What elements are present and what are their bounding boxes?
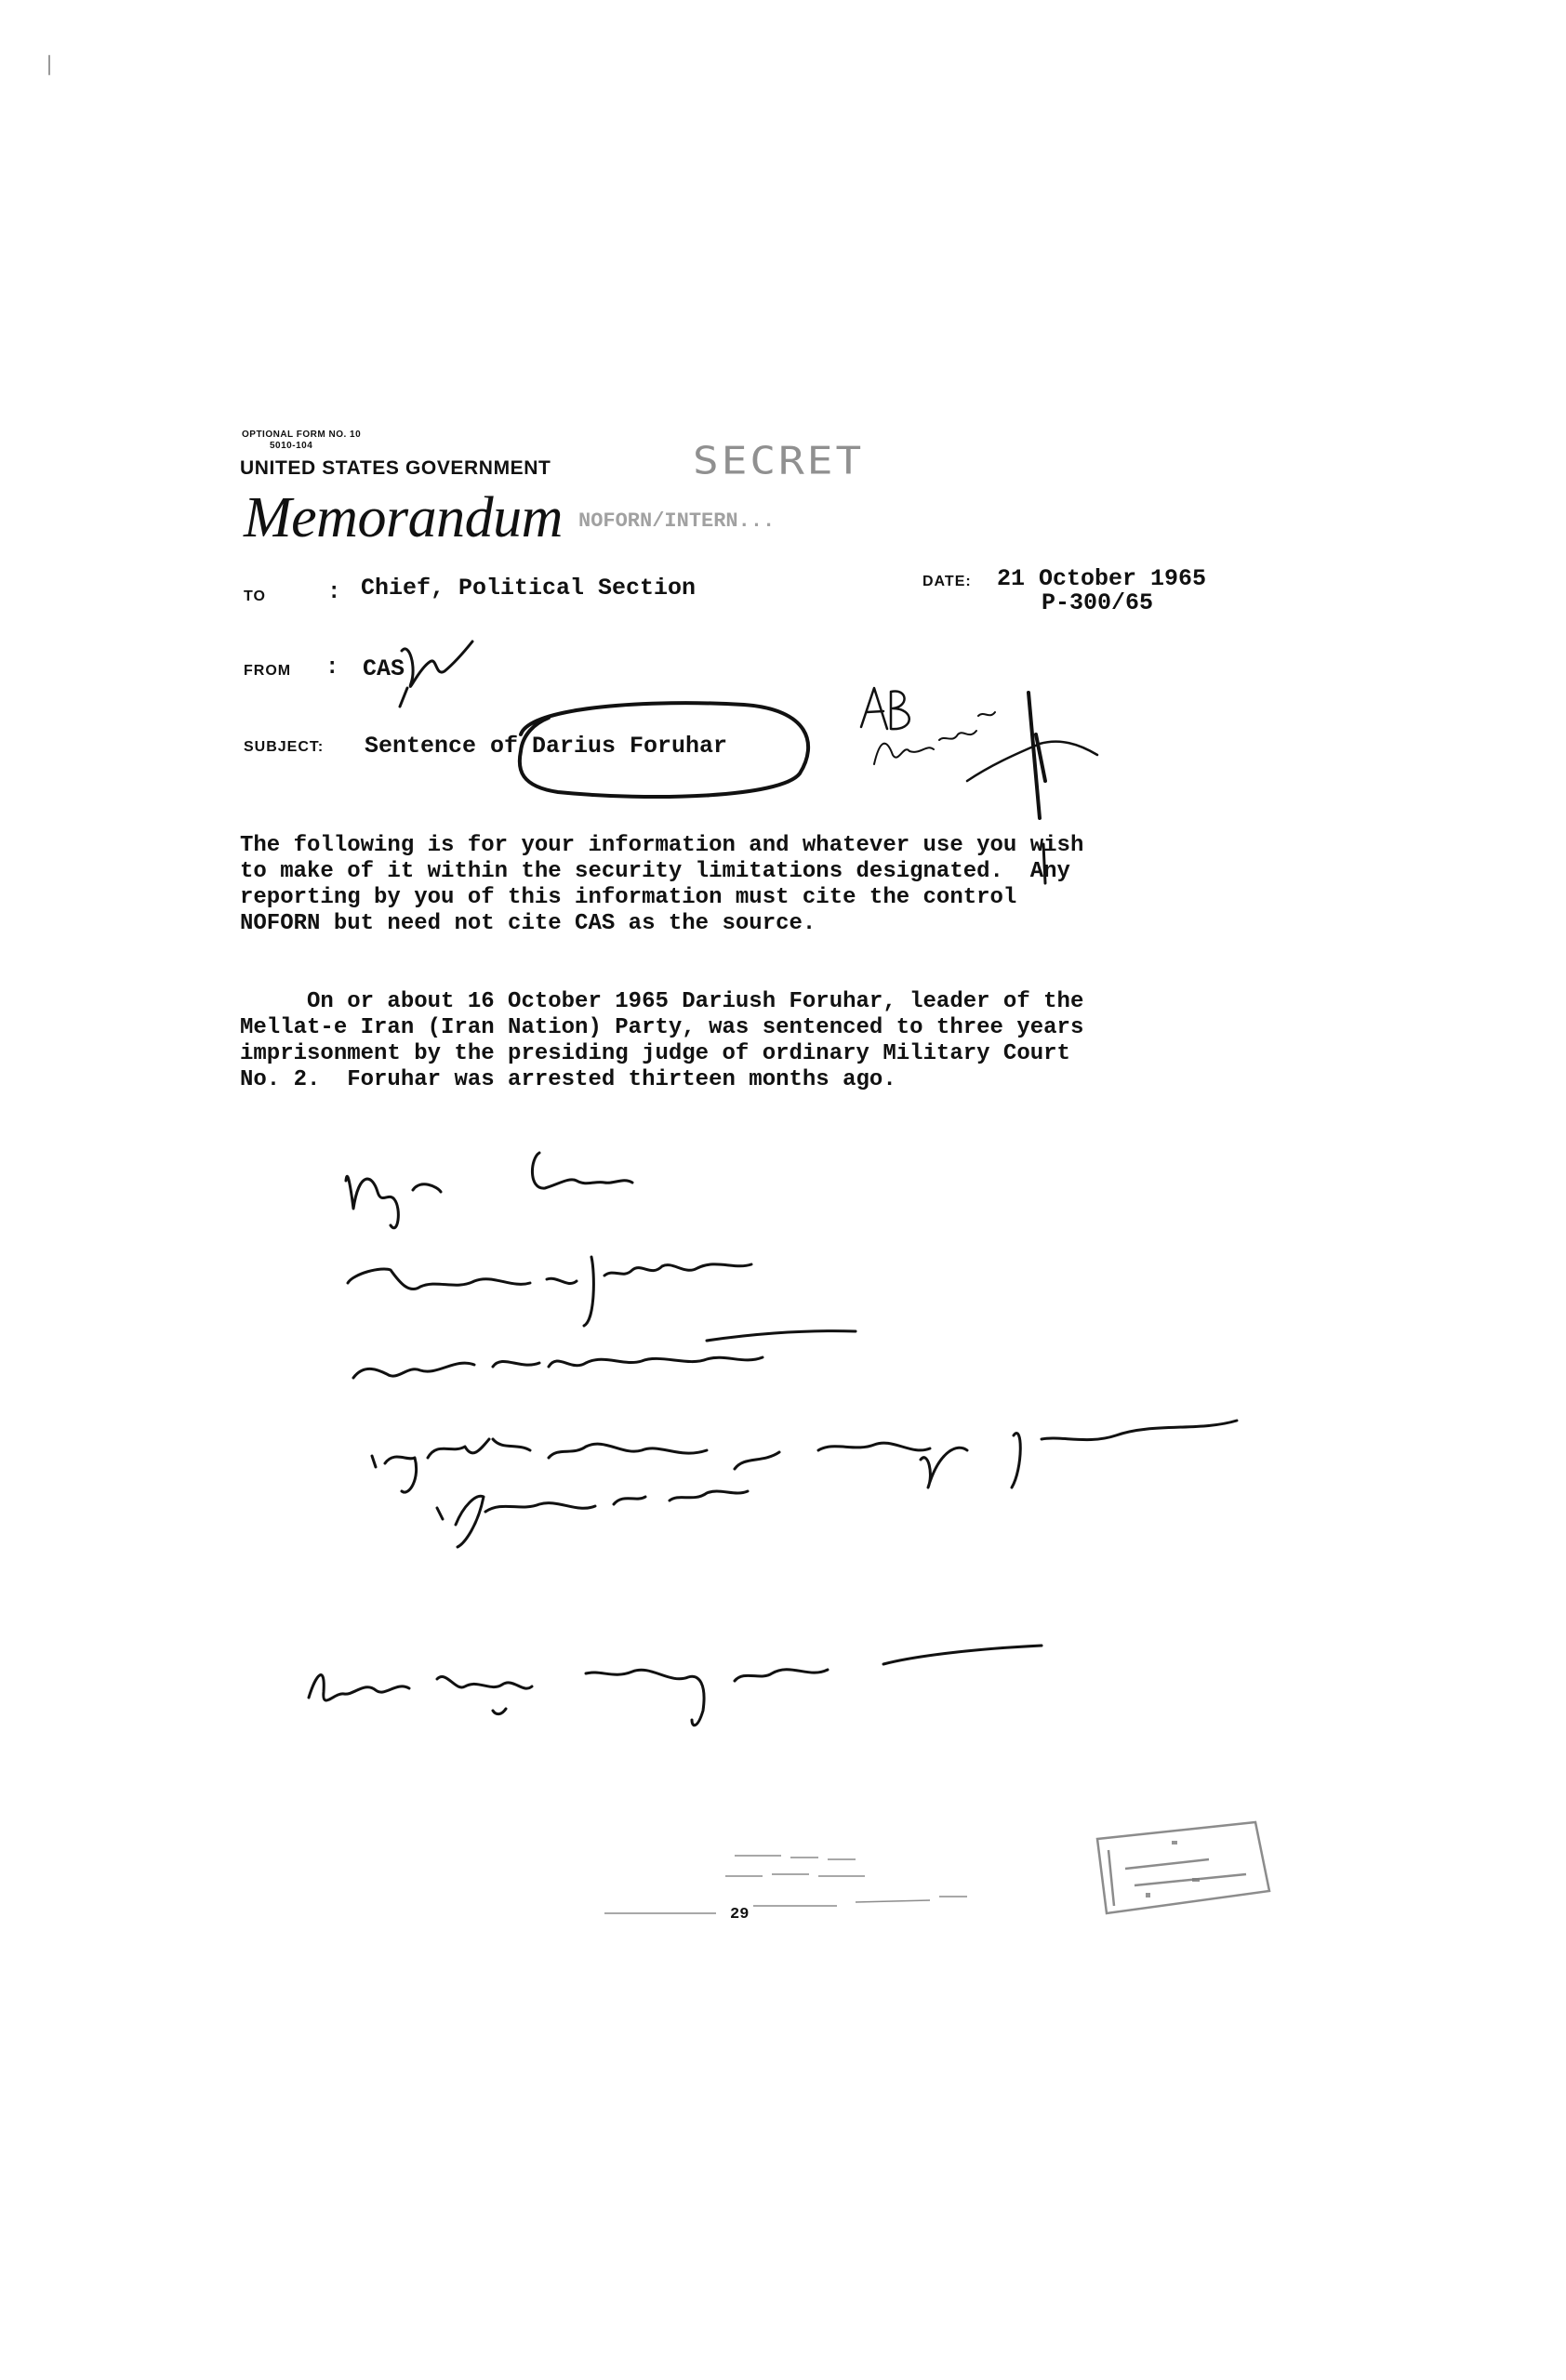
- from-colon: :: [325, 655, 339, 681]
- date-value: 21 October 1965: [997, 565, 1207, 592]
- marginal-note: [874, 712, 995, 764]
- handwriting-line-2: [348, 1257, 751, 1326]
- faded-stamp-text: [604, 1856, 967, 1913]
- form-line-2: 5010-104: [270, 441, 313, 451]
- subject-label: SUBJECT:: [244, 739, 325, 755]
- government-line: UNITED STATES GOVERNMENT: [240, 457, 551, 479]
- stamp-dot-1: [1172, 1841, 1177, 1844]
- marginal-initials: [861, 688, 909, 729]
- stamp-dot-3: [1146, 1893, 1150, 1897]
- subject-value: Sentence of Darius Foruhar: [365, 733, 728, 760]
- form-line-1: OPTIONAL FORM NO. 10: [242, 430, 362, 440]
- page-number: 29: [730, 1906, 750, 1924]
- handwriting-line-3: [353, 1331, 856, 1378]
- handling-stamp: NOFORN/INTERN...: [578, 509, 776, 533]
- body-paragraph-2: On or about 16 October 1965 Dariush Foruhar, leader of the Mellat-e Iran (Iran Nation) Party, was sentenced to three years imprisonment by the presiding judge of ordinary Military Court No. 2. Foruhar was arrested thirteen months ago.: [240, 989, 1084, 1092]
- to-label: TO: [244, 588, 266, 604]
- handwriting-line-5: [437, 1491, 748, 1547]
- name-circle: [520, 703, 808, 797]
- faded-stamp-box: [1097, 1822, 1269, 1913]
- reference-number: P-300/65: [1042, 589, 1154, 616]
- marginal-vertical-mark-2: [1043, 844, 1045, 883]
- stamp-dot-2: [1192, 1878, 1200, 1882]
- memo-title: Memorandum: [244, 486, 563, 549]
- from-value: CAS: [363, 655, 405, 682]
- to-value: Chief, Political Section: [361, 575, 697, 602]
- date-label: DATE:: [922, 574, 972, 589]
- handwriting-line-4: [372, 1421, 1237, 1492]
- marginal-vertical-mark: [1029, 693, 1045, 818]
- to-colon: :: [327, 580, 341, 605]
- secret-stamp: SECRET: [693, 437, 865, 483]
- body-paragraph-1: The following is for your information and whatever use you wish to make of it within the security limitations designated. Any reporting by you of this information must cite the control NOFORN but need not cite CAS as the source.: [240, 833, 1084, 936]
- from-initials: [400, 641, 472, 707]
- handwriting-line-6: [309, 1646, 1042, 1726]
- handwriting-line-1: [346, 1153, 632, 1228]
- from-label: FROM: [244, 663, 292, 679]
